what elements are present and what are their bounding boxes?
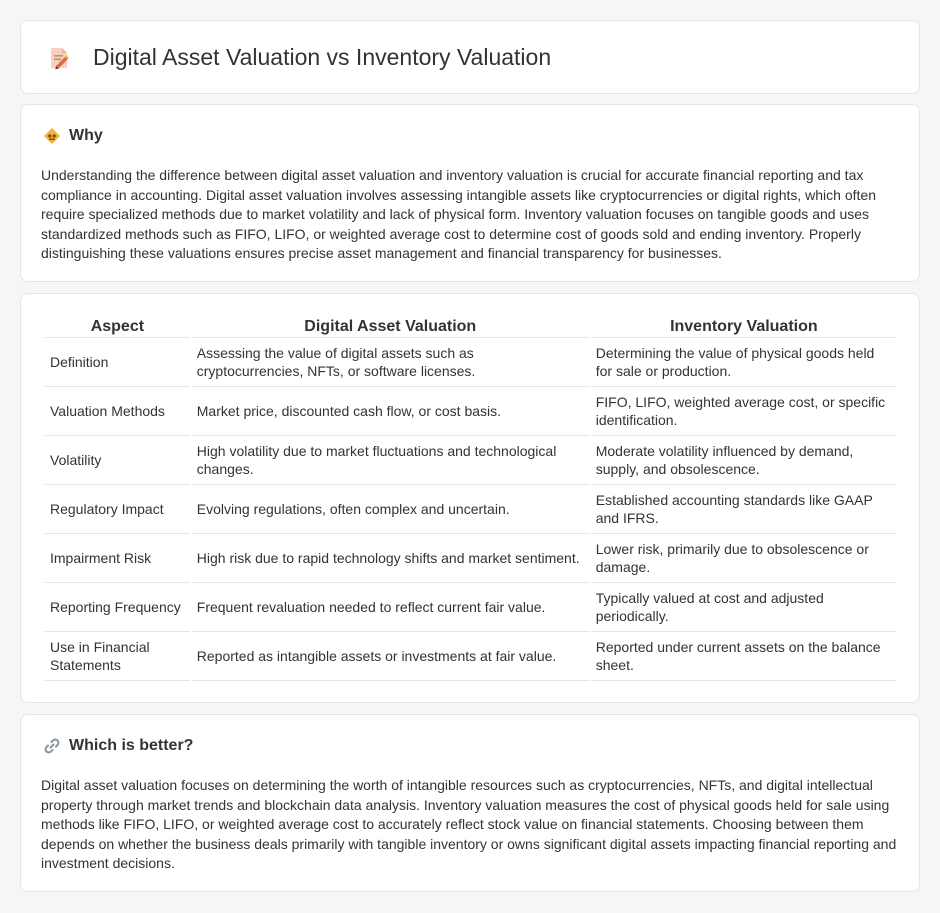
table-cell-aspect: Volatility: [45, 436, 190, 485]
table-cell-aspect: Valuation Methods: [45, 387, 190, 436]
why-title: Why: [69, 127, 103, 144]
comparison-table: [43, 317, 899, 681]
diamond-hands-icon: [43, 127, 61, 145]
why-section: [20, 104, 920, 282]
table-row: [45, 436, 897, 485]
table-cell-aspect: Regulatory Impact: [45, 485, 190, 534]
comparison-table-card: [20, 293, 920, 703]
table-header-row: [45, 317, 897, 338]
table-cell-aspect: Impairment Risk: [45, 534, 190, 583]
column-header-aspect: Aspect: [45, 317, 190, 338]
column-header-digital: Digital Asset Valuation: [192, 317, 589, 338]
table-cell-digital: Reported as intangible assets or investments at fair value.: [192, 632, 589, 681]
why-body: Understanding the difference between digital asset valuation and inventory valuation is crucial for accurate financial reporting and tax compliance in accounting. Digital asset valuation involves assessing intangible assets like cryptocurrencies or digital rights, which often require specialized methods due to market volatility and lack of physical form. Inventory valuation focuses on tangible goods and uses standardized methods such as FIFO, LIFO, or weighted average cost to determine cost of goods sold and ending inventory. Properly distinguishing these valuations ensures precise asset management and financial transparency for businesses.: [41, 167, 876, 262]
table-row: [45, 583, 897, 632]
table-cell-inventory: Reported under current assets on the balance sheet.: [591, 632, 897, 681]
link-icon: [43, 737, 61, 755]
why-heading: [43, 127, 103, 145]
column-header-inventory: Inventory Valuation: [591, 317, 897, 338]
table-cell-inventory: Typically valued at cost and adjusted periodically.: [591, 583, 897, 632]
table-row: [45, 485, 897, 534]
table-cell-aspect: Use in Financial Statements: [45, 632, 190, 681]
table-cell-digital: Frequent revaluation needed to reflect current fair value.: [192, 583, 589, 632]
table-cell-digital: High volatility due to market fluctuations and technological changes.: [192, 436, 589, 485]
better-body: Digital asset valuation focuses on determining the worth of intangible resources such as cryptocurrencies, NFTs, and digital intellectual property through market trends and blockchain data analysis. Inventory valuation measures the cost of physical goods held for sale using methods like FIFO, LIFO, or weighted average cost to accurately reflect stock value on financial statements. Choosing between them depends on whether the business deals primarily with tangible inventory or owns significant digital assets impacting financial reporting and investment decisions.: [41, 777, 897, 872]
table-cell-digital: High risk due to rapid technology shifts and market sentiment.: [192, 534, 589, 583]
table-cell-aspect: Reporting Frequency: [45, 583, 190, 632]
table-row: [45, 534, 897, 583]
document-pencil-icon: [47, 46, 71, 70]
table-cell-digital: Market price, discounted cash flow, or cost basis.: [192, 387, 589, 436]
table-cell-digital: Assessing the value of digital assets such as cryptocurrencies, NFTs, or software licenses.: [192, 338, 589, 387]
table-cell-inventory: Lower risk, primarily due to obsolescence or damage.: [591, 534, 897, 583]
table-cell-inventory: Moderate volatility influenced by demand, supply, and obsolescence.: [591, 436, 897, 485]
table-cell-inventory: FIFO, LIFO, weighted average cost, or specific identification.: [591, 387, 897, 436]
table-cell-inventory: Determining the value of physical goods held for sale or production.: [591, 338, 897, 387]
table-row: [45, 387, 897, 436]
page-title: Digital Asset Valuation vs Inventory Valuation: [93, 44, 552, 70]
table-row: [45, 338, 897, 387]
better-title: Which is better?: [69, 737, 194, 754]
better-heading: [43, 737, 193, 755]
table-cell-digital: Evolving regulations, often complex and uncertain.: [192, 485, 589, 534]
header-card: [20, 20, 920, 94]
table-cell-aspect: Definition: [45, 338, 190, 387]
table-row: [45, 632, 897, 681]
table-cell-inventory: Established accounting standards like GAAP and IFRS.: [591, 485, 897, 534]
which-is-better-section: [20, 714, 920, 892]
